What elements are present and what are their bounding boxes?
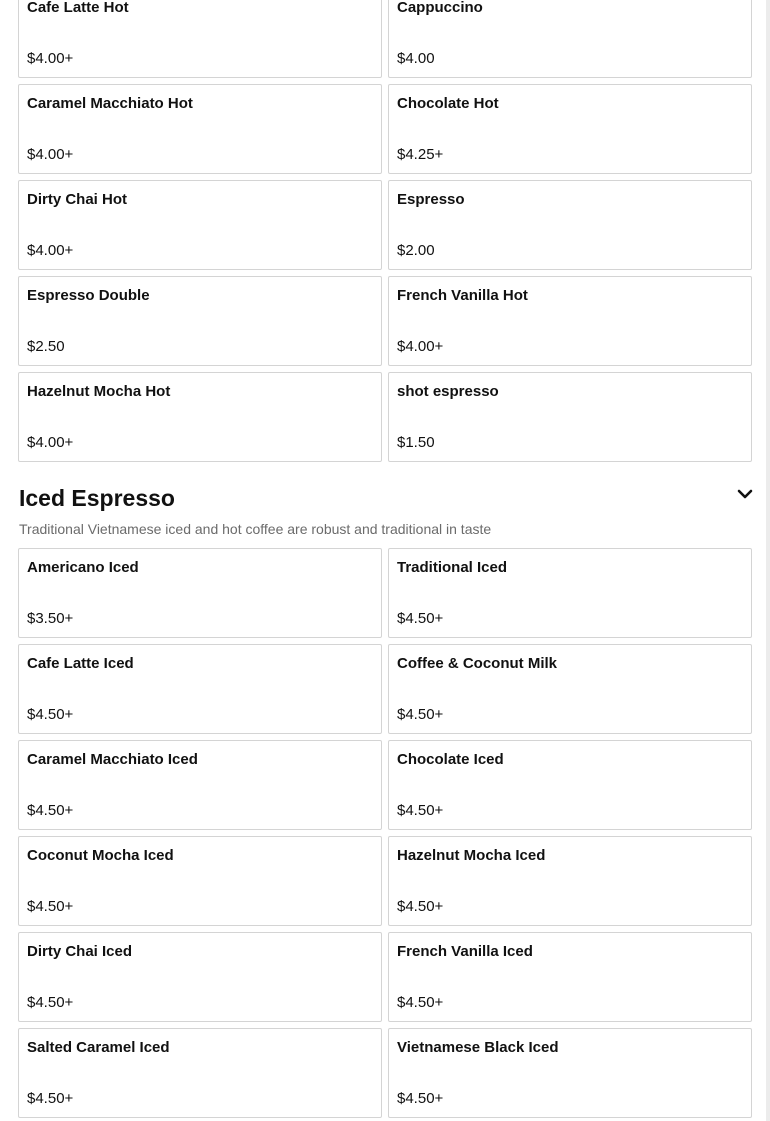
iced-items-grid [18, 548, 752, 1118]
item-price: $4.00+ [27, 146, 74, 163]
item-price: $4.50+ [397, 610, 444, 627]
item-name: French Vanilla Iced [397, 943, 533, 960]
menu-item-card[interactable] [18, 644, 382, 734]
item-name: Americano Iced [27, 559, 139, 576]
menu-item-card[interactable] [18, 372, 382, 462]
item-name: Hazelnut Mocha Hot [27, 383, 171, 400]
menu-item-card[interactable] [18, 932, 382, 1022]
menu-item-card[interactable] [18, 0, 382, 78]
menu-item-card[interactable] [18, 180, 382, 270]
menu-item-card[interactable] [18, 84, 382, 174]
item-price: $2.50 [27, 338, 65, 355]
item-name: Dirty Chai Iced [27, 943, 133, 960]
item-price: $4.50+ [397, 706, 444, 723]
item-name: Chocolate Hot [397, 95, 499, 112]
section-title: Iced Espresso [19, 485, 175, 511]
item-name: Espresso Double [27, 287, 150, 304]
item-name: Coffee & Coconut Milk [397, 655, 557, 672]
item-price: $4.50+ [27, 1090, 74, 1107]
menu-item-card[interactable] [388, 740, 752, 830]
menu-item-card[interactable] [388, 372, 752, 462]
item-price: $4.25+ [397, 146, 444, 163]
item-price: $4.00+ [397, 338, 444, 355]
section-description: Traditional Vietnamese iced and hot coffee are robust and traditional in taste [19, 521, 492, 537]
item-name: Cafe Latte Hot [27, 0, 129, 16]
item-price: $4.00+ [27, 434, 74, 451]
item-name: Vietnamese Black Iced [397, 1039, 559, 1056]
chevron-down-icon[interactable] [736, 487, 754, 501]
menu-item-card[interactable] [388, 180, 752, 270]
item-name: Traditional Iced [397, 559, 508, 576]
menu-item-card[interactable] [388, 548, 752, 638]
item-name: Caramel Macchiato Hot [27, 95, 193, 112]
item-name: shot espresso [397, 383, 499, 400]
menu-item-card[interactable] [388, 932, 752, 1022]
item-name: French Vanilla Hot [397, 287, 528, 304]
item-price: $4.00 [397, 50, 435, 67]
menu-item-card[interactable] [388, 84, 752, 174]
item-price: $4.00+ [27, 50, 74, 67]
item-price: $4.50+ [27, 994, 74, 1011]
item-name: Dirty Chai Hot [27, 191, 128, 208]
item-price: $1.50 [397, 434, 435, 451]
menu-item-card[interactable] [388, 276, 752, 366]
item-price: $4.00+ [27, 242, 74, 259]
item-price: $3.50+ [27, 610, 74, 627]
menu-item-card[interactable] [388, 644, 752, 734]
item-name: Espresso [397, 191, 465, 208]
item-name: Coconut Mocha Iced [27, 847, 174, 864]
menu-item-card[interactable] [18, 548, 382, 638]
menu-item-card[interactable] [18, 1028, 382, 1118]
menu-item-card[interactable] [18, 836, 382, 926]
menu-item-card[interactable] [18, 740, 382, 830]
menu-item-card[interactable] [388, 0, 752, 78]
item-price: $4.50+ [397, 802, 444, 819]
iced-espresso-section-header[interactable] [19, 482, 754, 516]
item-name: Cappuccino [397, 0, 483, 16]
item-name: Cafe Latte Iced [27, 655, 134, 672]
item-name: Caramel Macchiato Iced [27, 751, 198, 768]
item-name: Chocolate Iced [397, 751, 504, 768]
item-price: $4.50+ [397, 1090, 444, 1107]
item-price: $4.50+ [27, 898, 74, 915]
item-name: Salted Caramel Iced [27, 1039, 170, 1056]
menu-item-card[interactable] [388, 1028, 752, 1118]
item-price: $4.50+ [27, 802, 74, 819]
hot-items-grid [18, 0, 752, 462]
scrollbar[interactable] [766, 0, 770, 1121]
item-price: $4.50+ [27, 706, 74, 723]
item-price: $4.50+ [397, 898, 444, 915]
menu-item-card[interactable] [388, 836, 752, 926]
item-name: Hazelnut Mocha Iced [397, 847, 546, 864]
menu-item-card[interactable] [18, 276, 382, 366]
item-price: $4.50+ [397, 994, 444, 1011]
item-price: $2.00 [397, 242, 435, 259]
